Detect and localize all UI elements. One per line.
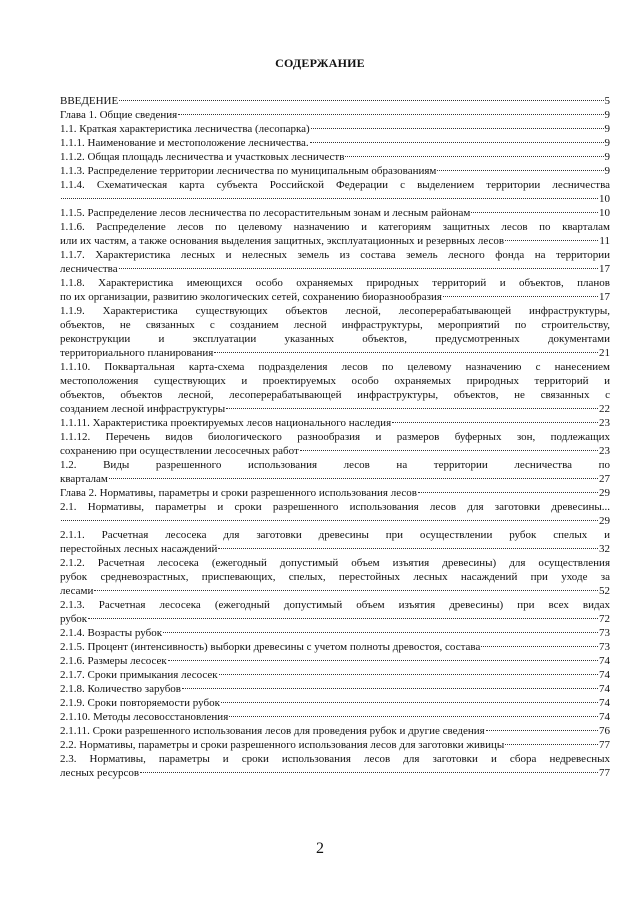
toc-entry-line: 2.1.3. Расчетная лесосека (ежегодный допустимый объем изъятия древесины) при всех видах (60, 599, 610, 611)
toc-page-number: 5 (604, 95, 610, 107)
toc-entry-text: 2.1.5. Процент (интенсивность) выборки древесины с учетом полноты древостоя, состава (60, 641, 481, 653)
toc-entry-text: 2.1.4. Возрасты рубок (60, 627, 163, 639)
toc-entry-line (60, 514, 610, 528)
toc-page-number: 77 (599, 767, 610, 779)
dot-leader (119, 100, 603, 101)
dot-leader (214, 352, 598, 353)
toc-entry-line (60, 640, 610, 654)
toc-entry-line (60, 122, 610, 136)
toc-page-number: 22 (599, 403, 610, 415)
toc-entry-text: 1.1.2. Общая площадь лесничества и участковых лесничеств (60, 151, 345, 163)
dot-leader (61, 520, 598, 521)
toc-entry-line (60, 724, 610, 738)
dot-leader (226, 408, 598, 409)
toc-entry-line: 1.1.10. Поквартальная карта-схема подразделения лесов по целевому назначению с нанесением (60, 361, 610, 373)
toc-entry-text: 2.1.11. Сроки разрешенного использования лесов для проведения рубок и другие сведения (60, 725, 485, 737)
dot-leader (119, 268, 598, 269)
toc-entry-text: 1.1. Краткая характеристика лесничества (лесопарка) (60, 123, 310, 135)
toc-entry-text: перестойных лесных насаждений (60, 543, 218, 555)
dot-leader (61, 198, 598, 199)
toc-entry-line: 1.1.9. Характеристика существующих объектов лесной, лесоперерабатывающей инфраструктуры, (60, 305, 610, 317)
toc-page-number: 73 (599, 627, 610, 639)
toc-entry-line (60, 654, 610, 668)
toc-entry[interactable] (60, 206, 610, 220)
dot-leader (168, 660, 598, 661)
toc-page-number: 10 (599, 207, 610, 219)
dot-leader (221, 702, 598, 703)
dot-leader (345, 156, 603, 157)
toc-page-number: 32 (599, 543, 610, 555)
toc-entry-line (60, 136, 610, 150)
toc-entry-line (60, 682, 610, 696)
toc-entry[interactable] (60, 122, 610, 136)
toc-entry-line (60, 150, 610, 164)
toc-entry[interactable] (60, 164, 610, 178)
toc-entry[interactable] (60, 178, 610, 206)
toc-entry-line (60, 192, 610, 206)
toc-entry-line (60, 108, 610, 122)
toc-entry[interactable] (60, 598, 610, 626)
toc-entry-text: Глава 2. Нормативы, параметры и сроки разрешенного использования лесов (60, 487, 417, 499)
toc-entry-text: 2.1.6. Размеры лесосек (60, 655, 167, 667)
toc-entry-line (60, 710, 610, 724)
toc-entry[interactable] (60, 150, 610, 164)
toc-entry[interactable] (60, 556, 610, 598)
toc-page-number: 23 (599, 417, 610, 429)
dot-leader (218, 548, 598, 549)
toc-entry[interactable] (60, 626, 610, 640)
toc-entry-text: Глава 1. Общие сведения (60, 109, 178, 121)
page-number: 2 (316, 840, 324, 857)
dot-leader (182, 688, 598, 689)
toc-entry-line: 1.2. Виды разрешенного использования лесов на территории лесничества по (60, 459, 610, 471)
toc-entry-text: 2.1.10. Методы лесовосстановления (60, 711, 229, 723)
toc-entry-line: 1.1.7. Характеристика лесных и нелесных земель из состава земель лесного фонда на территории (60, 249, 610, 261)
toc-entry-line: 2.1.1. Расчетная лесосека для заготовки древесины при осуществлении рубок спелых и (60, 529, 610, 541)
dot-leader (311, 128, 604, 129)
toc-page-number: 9 (604, 137, 610, 149)
toc-entry[interactable] (60, 276, 610, 304)
toc-entry-text: лесничества (60, 263, 118, 275)
toc-entry-text: 1.1.5. Распределение лесов лесничества по лесорастительным зонам и лесным районам (60, 207, 471, 219)
toc-page-number: 73 (599, 641, 610, 653)
toc-entry-line (60, 234, 610, 248)
toc-page-number: 72 (599, 613, 610, 625)
toc-page-number: 27 (599, 473, 610, 485)
dot-leader (437, 170, 603, 171)
dot-leader (94, 590, 598, 591)
toc-entry-text: созданием лесной инфраструктуры (60, 403, 226, 415)
toc-entry-line (60, 472, 610, 486)
toc-entry-line: объектов, не связанных с созданием лесной инфраструктуры, мероприятий по строительству, (60, 319, 610, 331)
toc-entry-line (60, 94, 610, 108)
toc-page-number: 76 (599, 725, 610, 737)
toc-page-number: 74 (599, 711, 610, 723)
dot-leader (310, 142, 604, 143)
toc-page-number: 74 (599, 697, 610, 709)
toc-entry-line (60, 346, 610, 360)
dot-leader (178, 114, 603, 115)
dot-leader (505, 240, 598, 241)
toc-entry-line: рубок средневозрастных, приспевающих, спелых, перестойных лесных насаждений при уходе за (60, 571, 610, 583)
toc-entry-line (60, 738, 610, 752)
toc-entry[interactable] (60, 416, 610, 430)
toc-entry[interactable] (60, 668, 610, 682)
toc-entry-text: 1.1.11. Характеристика проектируемых лесов национального наследия (60, 417, 392, 429)
toc-entry-text: лесами (60, 585, 94, 597)
toc-entry-text: рубок (60, 613, 88, 625)
toc-page-number: 9 (604, 165, 610, 177)
toc-entry[interactable] (60, 108, 610, 122)
toc-entry[interactable] (60, 220, 610, 248)
toc-entry-line (60, 612, 610, 626)
toc-entry[interactable] (60, 696, 610, 710)
dot-leader (109, 478, 598, 479)
toc-entry[interactable] (60, 640, 610, 654)
toc-entry-text: 2.1.8. Количество зарубов (60, 683, 181, 695)
toc-page-number: 77 (599, 739, 610, 751)
toc-entry[interactable] (60, 738, 610, 752)
toc-entry[interactable] (60, 682, 610, 696)
toc-entry-line: 1.1.8. Характеристика имеющихся особо охраняемых природных территорий и объектов, планов (60, 277, 610, 289)
toc-entry-text: по их организации, развитию экологических сетей, сохранению биоразнообразия (60, 291, 442, 303)
dot-leader (229, 716, 598, 717)
dot-leader (443, 296, 598, 297)
toc-entry[interactable] (60, 94, 610, 108)
toc-entry-line: 1.1.6. Распределение лесов по целевому назначению и категориям защитных лесов по кварталам (60, 221, 610, 233)
toc-entry[interactable] (60, 360, 610, 416)
toc-entry[interactable] (60, 304, 610, 360)
dot-leader (219, 674, 598, 675)
toc-entry-text: 1.1.1. Наименование и местоположение лесничества. (60, 137, 309, 149)
dot-leader (505, 744, 598, 745)
dot-leader (481, 646, 598, 647)
dot-leader (163, 632, 598, 633)
dot-leader (471, 212, 598, 213)
toc-entry[interactable] (60, 248, 610, 276)
toc-page-number: 52 (599, 585, 610, 597)
toc-entry-text: территориального планирования (60, 347, 214, 359)
toc-entry-text: 1.1.3. Распределение территории лесничества по муниципальным образованиям (60, 165, 437, 177)
toc-entry-line (60, 262, 610, 276)
toc-entry-line: 2.1. Нормативы, параметры и сроки разрешенного использования лесов для заготовки древесины... (60, 501, 610, 513)
toc-entry-line (60, 668, 610, 682)
toc-page-number: 11 (599, 235, 610, 247)
toc-entry-text: 2.1.7. Сроки примыкания лесосек (60, 669, 218, 681)
toc-entry-line (60, 290, 610, 304)
toc-page-number: 29 (599, 487, 610, 499)
page-title: СОДЕРЖАНИЕ (275, 56, 365, 70)
toc-page-number: 29 (599, 515, 610, 527)
toc-entry[interactable] (60, 528, 610, 556)
toc-page-number: 17 (599, 263, 610, 275)
toc-entry-line: 2.1.2. Расчетная лесосека (ежегодный допустимый объем изъятия древесины) для осуществления (60, 557, 610, 569)
toc-entry-line (60, 416, 610, 430)
toc-entry-line (60, 584, 610, 598)
toc-entry-line: 1.1.12. Перечень видов биологического разнообразия и размеров буферных зон, подлежащих (60, 431, 610, 443)
toc-page-number: 9 (604, 151, 610, 163)
dot-leader (392, 422, 598, 423)
toc-entry-line (60, 696, 610, 710)
toc-entry-line (60, 444, 610, 458)
dot-leader (300, 450, 598, 451)
toc-entry-text: или их частям, а также основания выделения защитных, эксплуатационных и резервных лесов (60, 235, 505, 247)
dot-leader (88, 618, 598, 619)
toc-entry-line (60, 542, 610, 556)
toc-page-number: 74 (599, 655, 610, 667)
toc-entry[interactable] (60, 136, 610, 150)
toc-entry-line: местоположения существующих и проектируемых особо охраняемых природных территорий и (60, 375, 610, 387)
toc-entry-text: кварталам (60, 473, 108, 485)
toc-entry-line (60, 206, 610, 220)
toc-entry-line (60, 164, 610, 178)
toc-entry[interactable] (60, 458, 610, 486)
toc-entry-line: реконструкции и эксплуатации указанных объектов, предусмотренных документами (60, 333, 610, 345)
toc-entry[interactable] (60, 752, 610, 780)
toc-entry-text: лесных ресурсов (60, 767, 140, 779)
toc-page-number: 74 (599, 683, 610, 695)
toc-entry-line (60, 626, 610, 640)
toc-entry[interactable] (60, 430, 610, 458)
toc-page-number: 10 (599, 193, 610, 205)
dot-leader (418, 492, 598, 493)
toc-page-number: 74 (599, 669, 610, 681)
toc-entry[interactable] (60, 500, 610, 528)
toc-entry-line (60, 766, 610, 780)
toc-page-number: 21 (599, 347, 610, 359)
dot-leader (140, 772, 598, 773)
toc-entry-line: 1.1.4. Схематическая карта субъекта Российской Федерации с выделением территории лесничества (60, 179, 610, 191)
toc-page-number: 23 (599, 445, 610, 457)
toc-entry-text: 2.1.9. Сроки повторяемости рубок (60, 697, 220, 709)
dot-leader (486, 730, 598, 731)
toc-entry-text: сохранению при осуществлении лесосечных работ (60, 445, 299, 457)
toc-page-number: 9 (604, 123, 610, 135)
toc-entry-text: 2.2. Нормативы, параметры и сроки разрешенного использования лесов для заготовки живицы (60, 739, 505, 751)
toc-entry-text: ВВЕДЕНИЕ (60, 95, 119, 107)
toc-entry[interactable] (60, 654, 610, 668)
toc-entry[interactable] (60, 486, 610, 500)
toc-page-number: 17 (599, 291, 610, 303)
toc-entry-line (60, 402, 610, 416)
table-of-contents (60, 94, 610, 780)
toc-page-number: 9 (604, 109, 610, 121)
toc-entry-line: 2.3. Нормативы, параметры и сроки использования лесов для заготовки и сбора недревесных (60, 753, 610, 765)
toc-entry[interactable] (60, 710, 610, 724)
toc-entry[interactable] (60, 724, 610, 738)
toc-entry-line (60, 486, 610, 500)
toc-entry-line: объектов, объектов лесной, лесоперерабатывающей инфраструктуры, объектов, не связанных с (60, 389, 610, 401)
